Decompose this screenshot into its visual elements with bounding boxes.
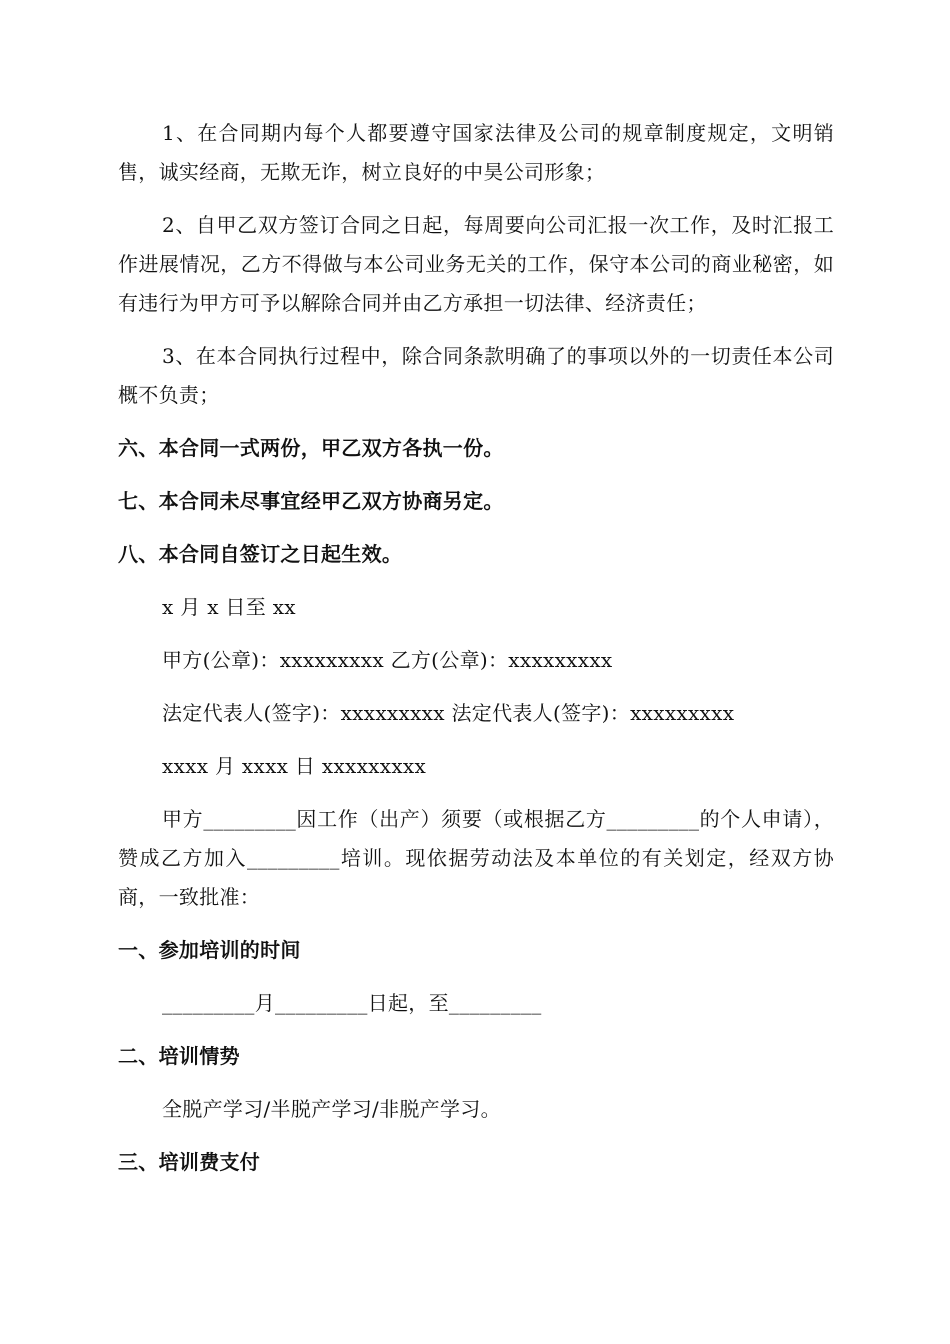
legal-representatives: 法定代表人(签字)：xxxxxxxxx 法定代表人(签字)：xxxxxxxxx <box>162 701 735 725</box>
training-form-line: 全脱产学习/半脱产学习/非脱产学习。 <box>162 1097 501 1121</box>
clause-2: 2、自甲乙双方签订合同之日起，每周要向公司汇报一次工作，及时汇报工作进展情况，乙方不得做与本公司业务无关的工作，保守本公司的商业秘密，如有违行为甲方可予以解除合同并由乙方承担一切法律、经济责任； <box>118 213 834 315</box>
heading-training-form: 二、培训情势 <box>118 1044 240 1068</box>
training-time-line: _________月_________日起，至_________ <box>162 991 542 1015</box>
section-8: 八、本合同自签订之日起生效。 <box>118 542 403 566</box>
sign-date: xxxx 月 xxxx 日 xxxxxxxxx <box>162 754 427 778</box>
document-page <box>118 114 834 1182</box>
date-range: x 月 x 日至 xx <box>162 595 296 619</box>
section-6: 六、本合同一式两份，甲乙双方各执一份。 <box>118 436 504 460</box>
clause-1: 1、在合同期内每个人都要遵守国家法律及公司的规章制度规定，文明销售，诚实经商，无欺无诈，树立良好的中昊公司形象； <box>118 121 834 184</box>
party-seals: 甲方(公章)：xxxxxxxxx 乙方(公章)：xxxxxxxxx <box>162 648 613 672</box>
clause-3: 3、在本合同执行过程中，除合同条款明确了的事项以外的一切责任本公司概不负责； <box>118 344 834 407</box>
heading-training-fee: 三、培训费支付 <box>118 1150 261 1174</box>
section-7: 七、本合同未尽事宜经甲乙双方协商另定。 <box>118 489 504 513</box>
heading-training-time: 一、参加培训的时间 <box>118 938 301 962</box>
training-intro: 甲方_________因工作（出产）须要（或根据乙方_________的个人申请），赞成乙方加入_________培训。现依据劳动法及本单位的有关划定，经双方协商，一致批准： <box>118 807 834 909</box>
